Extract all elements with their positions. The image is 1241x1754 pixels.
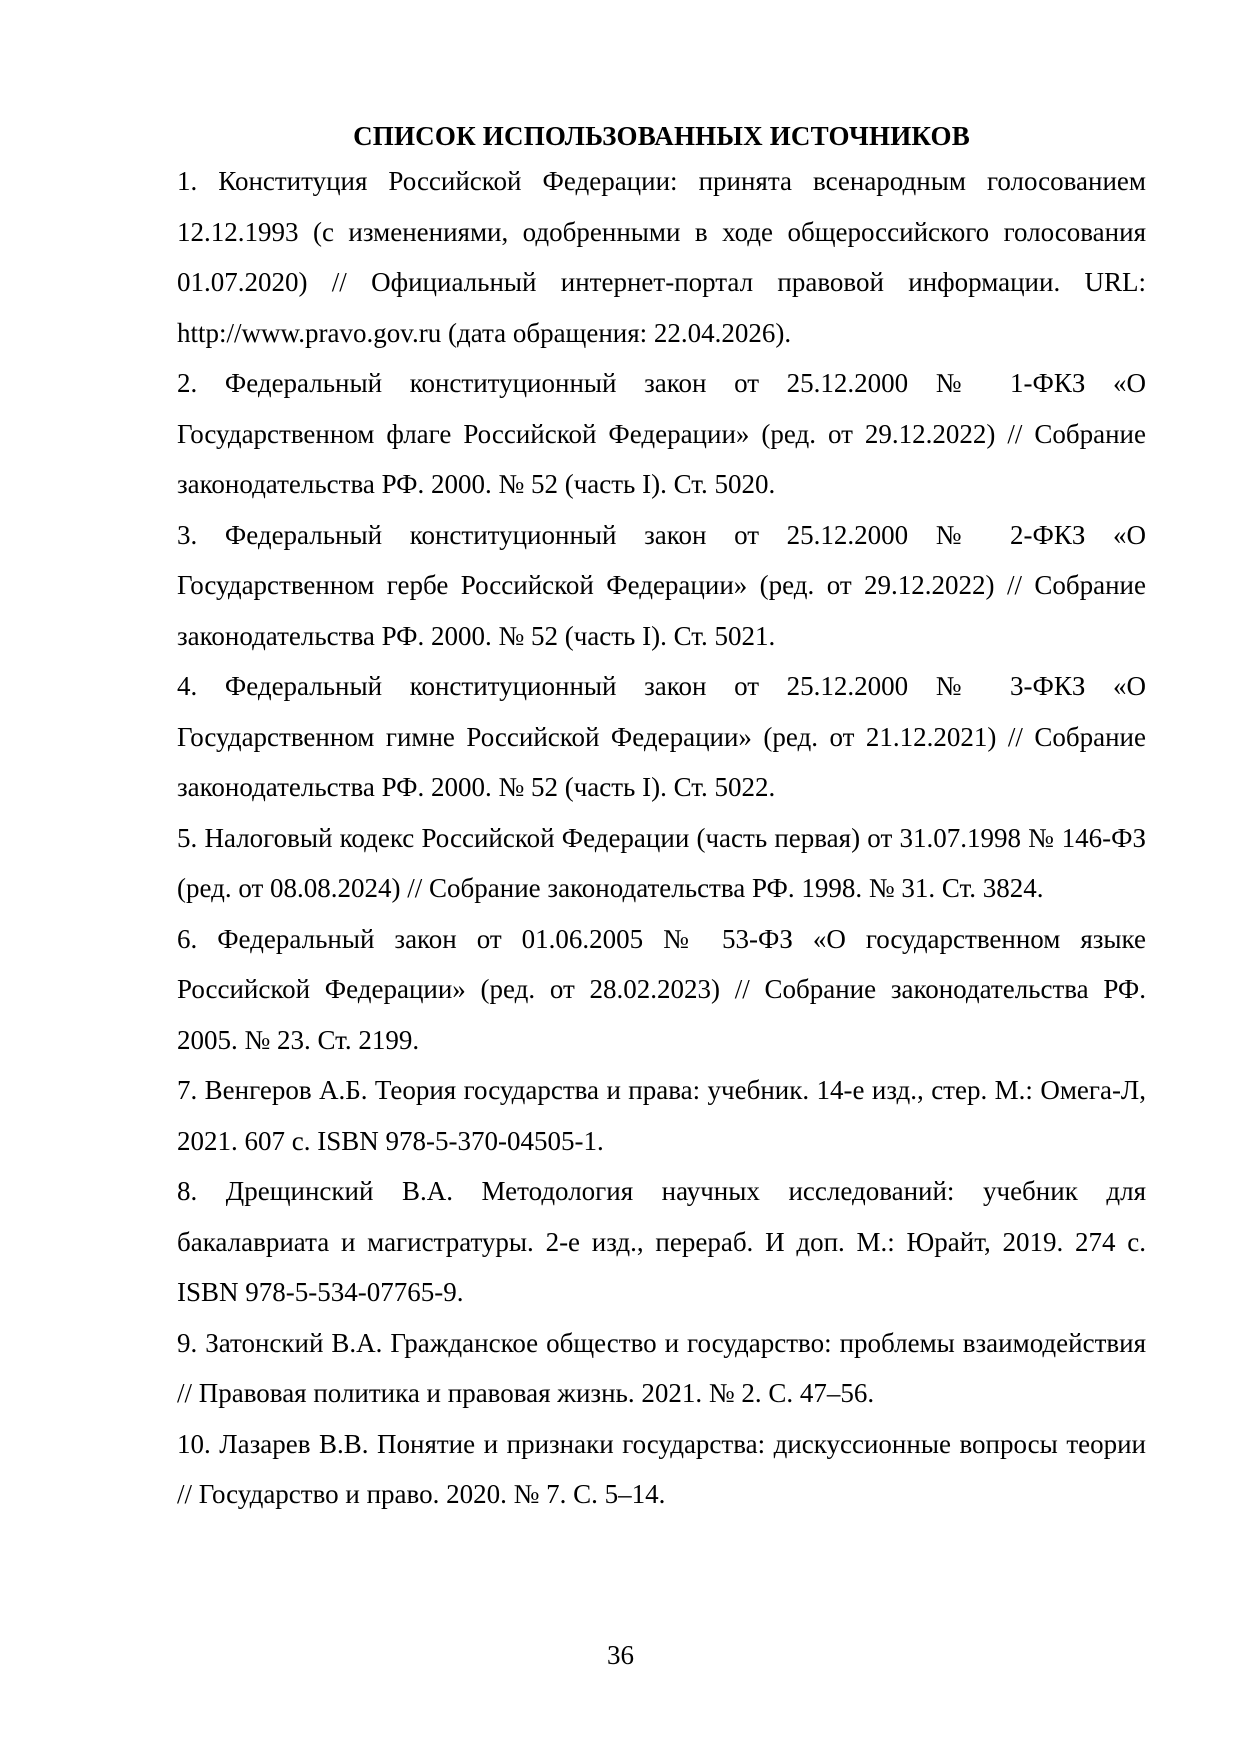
- reference-item: 3. Федеральный конституционный закон от 25.12.2000 № 2-ФКЗ «О Государственном гербе Российской Федерации» (ред. от 29.12.2022) // Собрание законодательства РФ. 2000. № 52 (часть I). Ст. 5021.: [177, 519, 1146, 651]
- reference-item: 7. Венгеров А.Б. Теория государства и права: учебник. 14-е изд., стер. М.: Омега-Л, 2021. 607 с. ISBN 978-5-370-04505-1.: [177, 1075, 1146, 1156]
- reference-item: 8. Дрещинский В.А. Методология научных исследований: учебник для бакалавриата и магистратуры. 2-е изд., перераб. И доп. М.: Юрайт, 2019. 274 с. ISBN 978-5-534-07765-9.: [177, 1176, 1146, 1307]
- references-heading: СПИСОК ИСПОЛЬЗОВАННЫХ ИСТОЧНИКОВ: [353, 121, 970, 151]
- document-content: [177, 116, 1146, 1520]
- reference-item: 9. Затонский В.А. Гражданское общество и государство: проблемы взаимодействия // Правовая политика и правовая жизнь. 2021. № 2. С. 47–56.: [177, 1327, 1146, 1408]
- reference-item: 2. Федеральный конституционный закон от 25.12.2000 № 1-ФКЗ «О Государственном флаге Российской Федерации» (ред. от 29.12.2022) // Собрание законодательства РФ. 2000. № 52 (часть I). Ст. 5020.: [177, 368, 1146, 499]
- references-list: [177, 156, 1146, 1520]
- reference-item: 1. Конституция Российской Федерации: принята всенародным голосованием 12.12.1993 (с изменениями, одобренными в ходе общероссийского голосования 01.07.2020) // Официальный интернет-портал правовой информации. URL: http://www.pravo.gov.ru (дата обращения: 22.04.2026).: [177, 166, 1146, 348]
- reference-item: 4. Федеральный конституционный закон от 25.12.2000 № 3-ФКЗ «О Государственном гимне Российской Федерации» (ред. от 21.12.2021) // Собрание законодательства РФ. 2000. № 52 (часть I). Ст. 5022.: [177, 671, 1146, 802]
- page-number: 36: [607, 1640, 634, 1670]
- reference-item: 6. Федеральный закон от 01.06.2005 № 53-ФЗ «О государственном языке Российской Федерации» (ред. от 28.02.2023) // Собрание законодательства РФ. 2005. № 23. Ст. 2199.: [177, 923, 1146, 1055]
- reference-item: 10. Лазарев В.В. Понятие и признаки государства: дискуссионные вопросы теории // Государство и право. 2020. № 7. С. 5–14.: [177, 1428, 1146, 1509]
- reference-item: 5. Налоговый кодекс Российской Федерации (часть первая) от 31.07.1998 № 146-ФЗ (ред. от 08.08.2024) // Собрание законодательства РФ. 1998. № 31. Ст. 3824.: [177, 822, 1146, 903]
